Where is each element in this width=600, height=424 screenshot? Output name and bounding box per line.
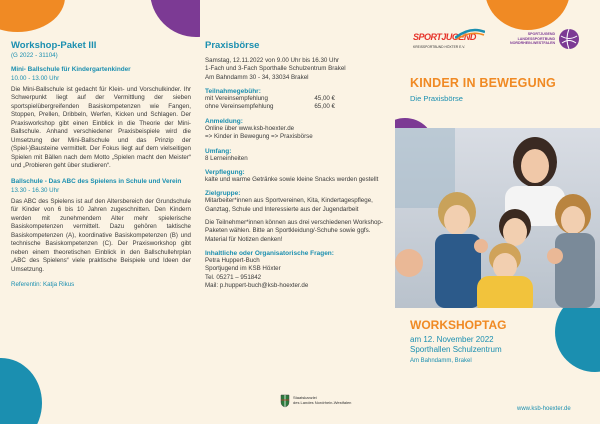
section2-time: 13.30 - 16.30 Uhr: [11, 186, 60, 194]
target-group-label: Zielgruppe:: [205, 190, 241, 198]
praxisboerse-content: [205, 40, 390, 290]
landessportbund-logo: [510, 26, 600, 52]
registration-label: Anmeldung:: [205, 117, 243, 125]
right-panel: [395, 0, 600, 424]
section2-body: Das ABC des Spielens ist auf den Altersbereich der Grundschule für Kinder von 6 bis 10 Jahren zugeschnitten. Den Kindern werden mit zunehmendem Alter mehr spielerische Basiskompetenzen vermittelt. Dazu gehören taktische Basiskompetenzen (A), koordinative Basiskompetenzen (B) und technische Basiskompetenzen (C). Der Praxisworkshop gibt neben einem theoretischen Einblick in den Ballschullehrplan „ABC des Spielens“ viele praktische Beispiele und Ideen der Umsetzung.: [11, 197, 191, 273]
workshop-date: am 12. November 2022: [410, 335, 494, 344]
workshop-place: Sporthallen Schulzentrum: [410, 345, 502, 354]
workshop-title: WORKSHOPTAG: [410, 318, 507, 332]
logo1-subtitle: KREISSPORTBUND HÖXTER E.V.: [413, 45, 466, 49]
middle-panel: [200, 0, 395, 424]
logo1-word: SPORTJUGEND: [413, 32, 476, 42]
section1-body: Die Mini-Ballschule ist gedacht für Klein- und Vorschulkinder. Ihr Schwerpunkt liegt auf der Vermittlung der sieben sportspielübergreifenden Basiskompetenzen wie Fangen, Stoppen, Prellen, Dribbeln, Werfen, Kicken und Schlagen. Der Praxisworkshop gibt einen Einblick in die Theorie der Mini-Ballschule. Anhand verschiedener Praxisbeispiele wird die Umsetzung der Mini-Ballschule und das Prinzip der (Spiel-)Bausteine vermittelt. Der Fokus liegt auf dem vielseitigen Spielen mit Bällen nach dem Motto „Spielen macht den Meister“ und „Probieren geht über studieren“.: [11, 86, 191, 170]
contact-label: Inhaltliche oder Organisatorische Fragen:: [205, 250, 334, 258]
fee-row-label: mit Vereinsempfehlung: [205, 95, 268, 103]
registration-text: Online über www.ksb-hoexter.de => Kinder in Bewegung => Praxisbörse: [205, 124, 313, 141]
state-chancellery-logo: [280, 394, 351, 408]
section2-title: Ballschule - Das ABC des Spielens in Schule und Verein: [11, 177, 182, 185]
logo1-swoosh-icon: [455, 28, 485, 40]
website-link[interactable]: www.ksb-hoexter.de: [517, 406, 571, 412]
fee-row-value: 45,00 €: [314, 95, 335, 103]
orange-blob: [0, 0, 65, 32]
teal-blob: [0, 358, 42, 424]
target-group-text: Mitarbeiter*innen aus Sportvereinen, Kita, Kindertagespflege, Ganztag, Schule und Interessierte aus der Jugendarbeit: [205, 197, 373, 213]
package-title: Workshop-Paket III: [11, 40, 97, 51]
target-group-text-2: Die Teilnehmer*innen können aus drei verschiedenen Workshop-Paketen wählen. Bitte an Sportkleidung/-Schuhe sowie ggfs. Material für Notizen denken!: [205, 218, 383, 243]
catering-text: kalte und warme Getränke sowie kleine Snacks werden gestellt: [205, 175, 379, 183]
event-intro: Samstag, 12.11.2022 von 9.00 Uhr bis 16.30 Uhr 1-Fach und 3-Fach Sporthalle Schulzentrum Brakel Am Bahndamm 30 - 34, 33034 Brakel: [205, 57, 346, 81]
sportjugend-ball-icon: [558, 28, 580, 50]
main-subtitle: Die Praxisbörse: [410, 94, 463, 103]
kreissportbund-logo: [413, 26, 493, 54]
logo2-text: SPORTJUGEND LANDESSPORTBUND NORDRHEIN-WESTFALEN: [510, 32, 556, 46]
fee-row-1: [205, 95, 335, 103]
section1-title: Mini- Ballschule für Kindergartenkinder: [11, 66, 131, 73]
fee-row-value: 65,00 €: [314, 103, 335, 111]
main-title: KINDER IN BEWEGUNG: [410, 76, 556, 90]
children-photo: [395, 128, 600, 308]
workshop-package-content: [11, 40, 191, 290]
praxisboerse-title: Praxisbörse: [205, 40, 260, 51]
workshop-address: Am Bahndamm, Brakel: [410, 358, 472, 364]
referent: Referentin: Katja Rikus: [11, 281, 75, 289]
workshop-info: [410, 318, 595, 364]
package-code: (G 2022 - 31104): [11, 52, 58, 59]
left-panel: [0, 0, 200, 424]
fee-row-2: [205, 103, 335, 111]
state-chancellery-text: Staatskanzlei des Landes Nordrhein-Westfalen: [293, 395, 352, 405]
scope-label: Umfang:: [205, 147, 232, 155]
catering-label: Verpflegung:: [205, 168, 245, 176]
fee-row-label: ohne Vereinsempfehlung: [205, 103, 274, 111]
kids-group-illustration: [395, 128, 600, 308]
section1-time: 10.00 - 13.00 Uhr: [11, 75, 60, 82]
fee-label: Teilnahmegebühr:: [205, 88, 261, 96]
scope-text: 8 Lerneinheiten: [205, 154, 248, 162]
title-block: [410, 76, 600, 103]
contact-text: Petra Huppert-Buch Sportjugend im KSB Höxter Tel. 05271 – 951842 Mail: p.huppert-buch@ksb-hoexter.de: [205, 257, 309, 290]
purple-blob: [150, 0, 200, 37]
nrw-coat-of-arms-icon: [280, 394, 290, 408]
